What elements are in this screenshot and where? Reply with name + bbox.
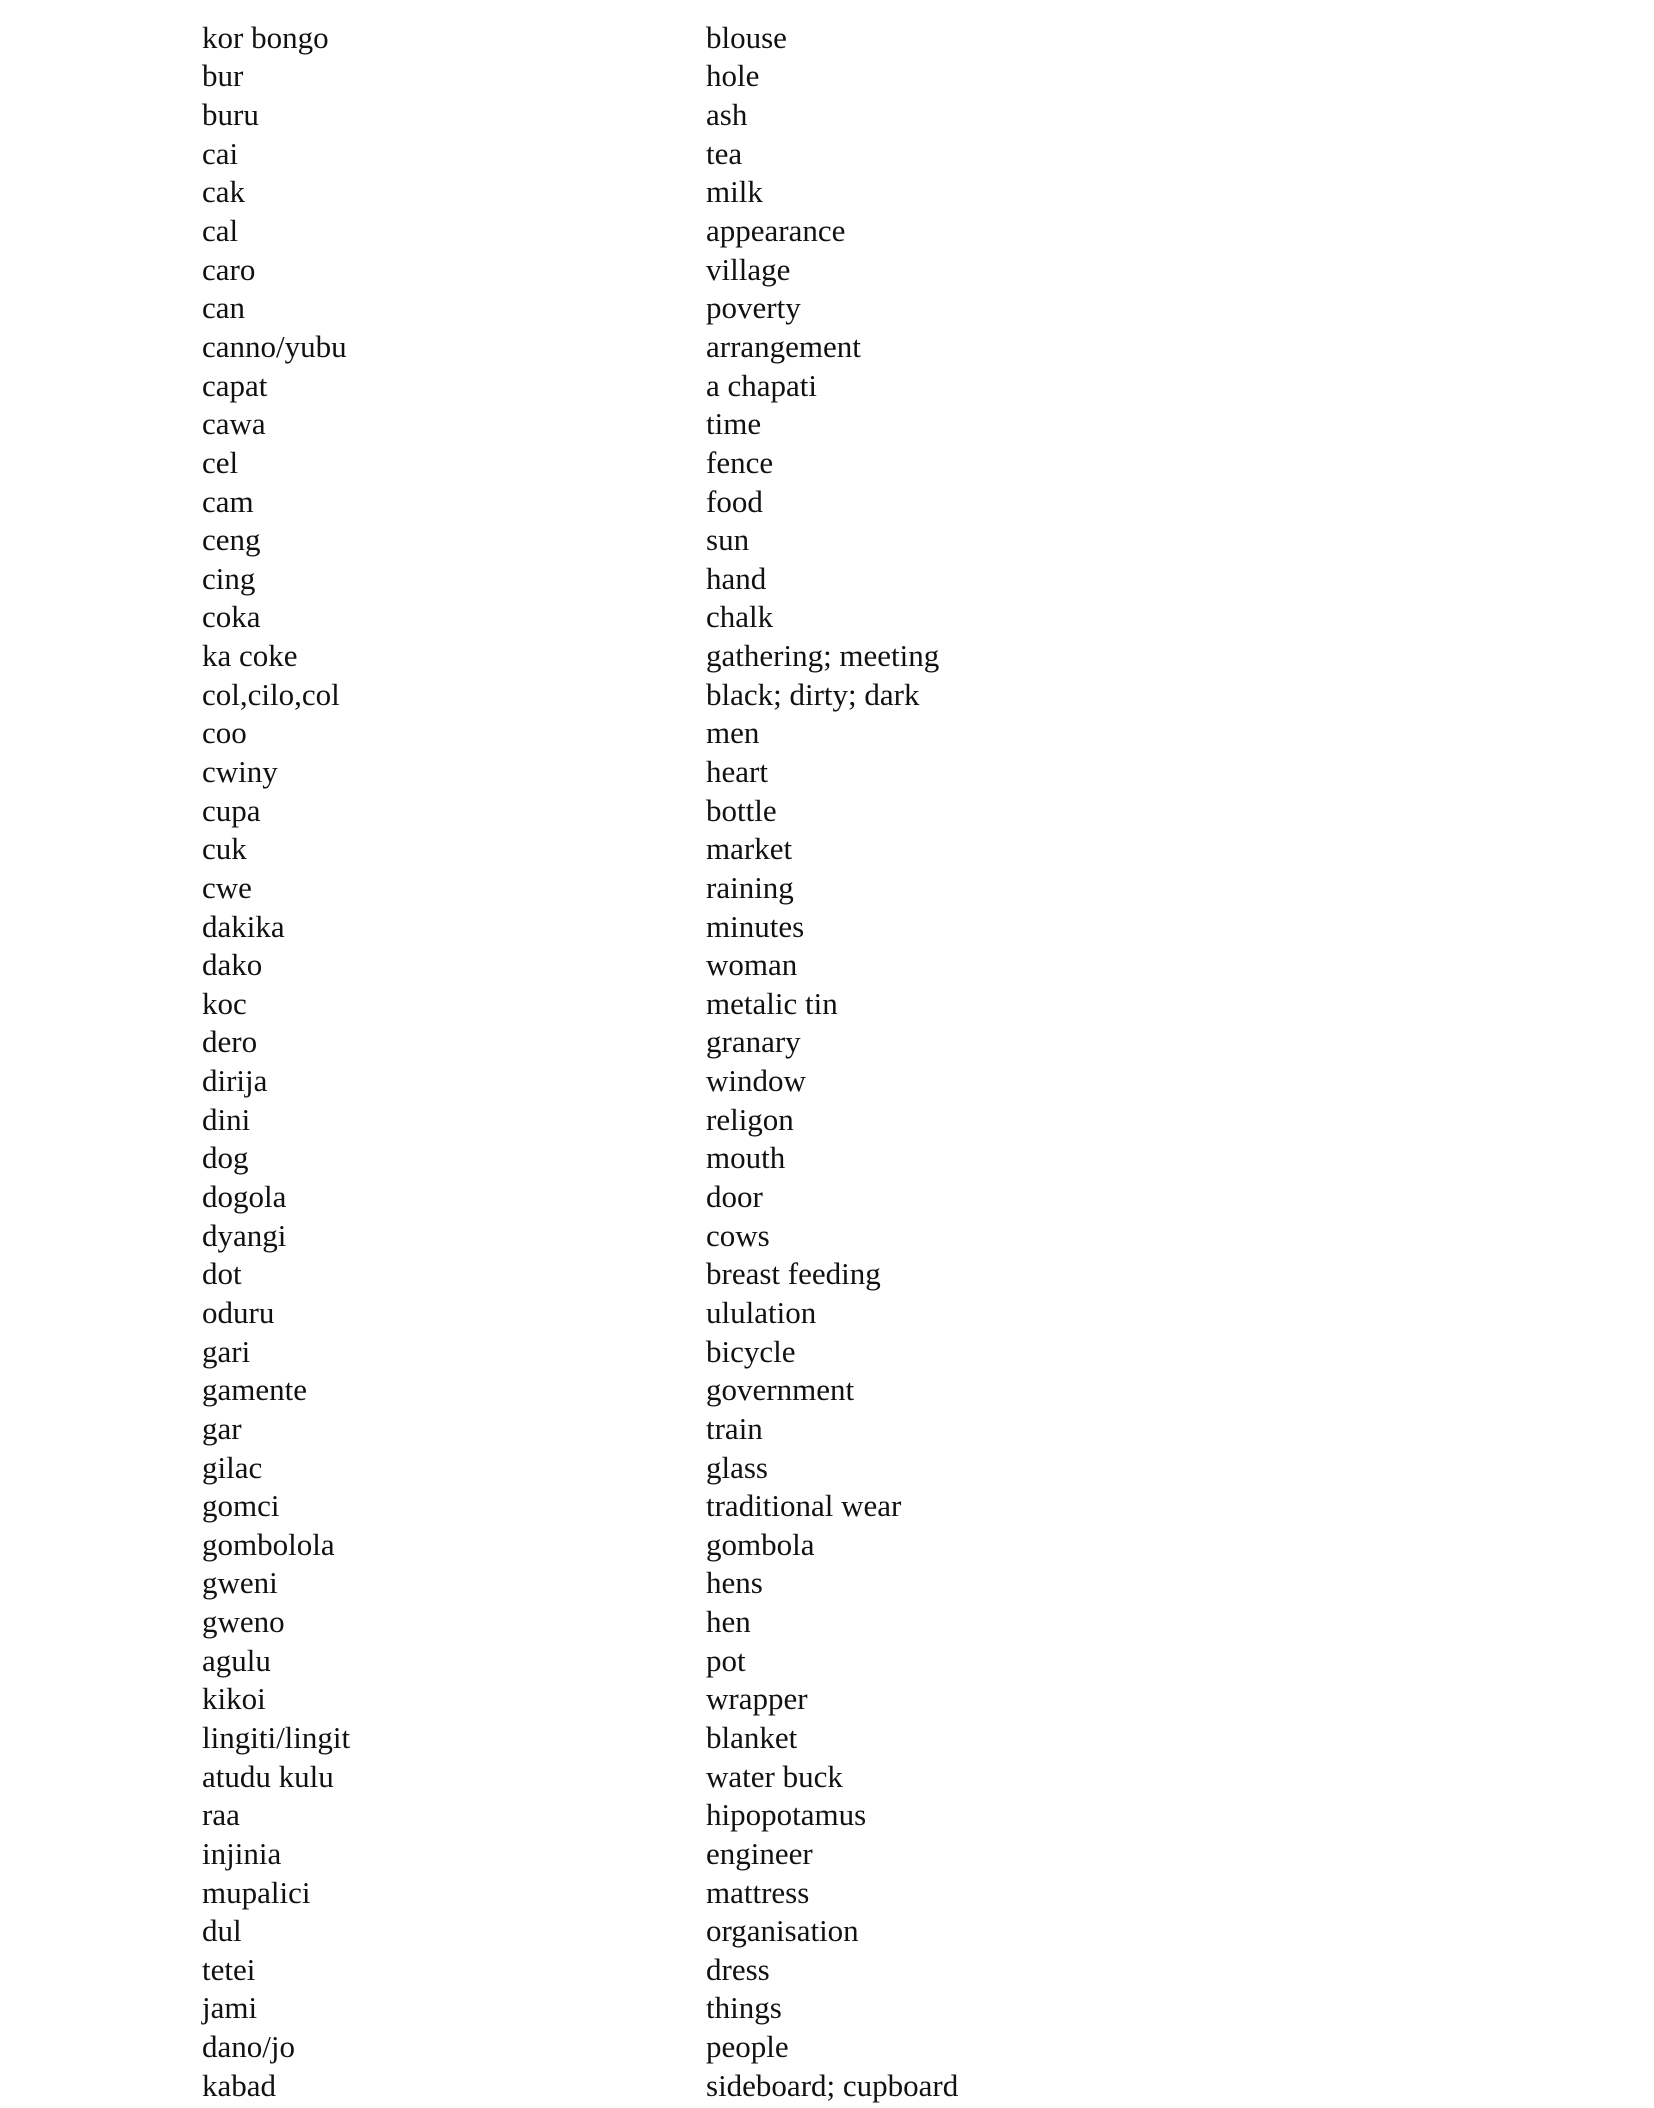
glossary-entry [202, 1370, 1302, 1409]
entry-gloss: glass [706, 1449, 768, 1485]
entry-gloss: woman [706, 947, 798, 983]
entry-term: dyangi [202, 1217, 287, 1253]
glossary-entry [202, 327, 1302, 366]
glossary-entry [202, 1873, 1302, 1912]
entry-term: raa [202, 1797, 240, 1833]
glossary-entry [202, 1989, 1302, 2028]
glossary-entry [202, 984, 1302, 1023]
glossary-entry [202, 1177, 1302, 1216]
entry-gloss: pot [706, 1642, 746, 1678]
entry-term: gweno [202, 1604, 285, 1640]
entry-term: coka [202, 599, 261, 635]
entry-gloss: milk [706, 174, 763, 210]
entry-term: dog [202, 1140, 249, 1176]
entry-term: ceng [202, 522, 261, 558]
entry-term: kor bongo [202, 19, 329, 55]
entry-gloss: gombola [706, 1526, 815, 1562]
entry-term: dul [202, 1913, 242, 1949]
glossary-entry [202, 288, 1302, 327]
glossary-entry [202, 1718, 1302, 1757]
entry-term: dot [202, 1256, 242, 1292]
entry-gloss: blouse [706, 19, 787, 55]
glossary-entry [202, 791, 1302, 830]
entry-term: dano/jo [202, 2029, 295, 2065]
glossary-entry [202, 1448, 1302, 1487]
glossary-entry [202, 57, 1302, 96]
entry-term: cwe [202, 869, 252, 905]
entry-term: lingiti/lingit [202, 1720, 351, 1755]
entry-gloss: wrapper [706, 1681, 808, 1717]
entry-term: can [202, 290, 246, 326]
glossary-entry [202, 1795, 1302, 1834]
entry-gloss: tea [706, 135, 743, 171]
entry-term: jami [202, 1990, 258, 2026]
glossary-entry [202, 1023, 1302, 1062]
entry-gloss: mattress [706, 1874, 810, 1910]
glossary-entry [202, 1139, 1302, 1178]
glossary-entry [202, 173, 1302, 212]
entry-gloss: government [706, 1372, 855, 1408]
entry-gloss: engineer [706, 1835, 813, 1871]
entry-gloss: poverty [706, 290, 801, 326]
entry-gloss: ululation [706, 1294, 817, 1330]
entry-term: gombolola [202, 1526, 335, 1562]
entry-term: cwiny [202, 753, 278, 789]
entry-gloss: chalk [706, 599, 774, 635]
entry-gloss: village [706, 251, 791, 287]
glossary-entry [202, 1332, 1302, 1371]
glossary-entry [202, 250, 1302, 289]
glossary-entry [202, 95, 1302, 134]
glossary-entry [202, 1680, 1302, 1719]
glossary-entry [202, 675, 1302, 714]
entry-gloss: heart [706, 753, 768, 789]
entry-gloss: dress [706, 1951, 770, 1987]
entry-term: cal [202, 213, 239, 249]
glossary-entry [202, 2066, 1302, 2105]
entry-term: cai [202, 135, 239, 171]
entry-gloss: sideboard; cupboard [706, 2067, 959, 2103]
entry-term: tetei [202, 1951, 256, 1987]
entry-gloss: minutes [706, 908, 805, 944]
entry-gloss: black; dirty; dark [706, 676, 920, 712]
glossary-entry [202, 1216, 1302, 1255]
entry-gloss: hand [706, 560, 767, 596]
entry-term: dakika [202, 908, 285, 944]
entry-gloss: men [706, 715, 760, 751]
entry-term: col,cilo,col [202, 676, 340, 712]
entry-term: dero [202, 1024, 258, 1060]
entry-term: agulu [202, 1642, 271, 1678]
glossary-entry [202, 1911, 1302, 1950]
entry-gloss: blanket [706, 1720, 798, 1755]
glossary-entry [202, 636, 1302, 675]
entry-term: cawa [202, 406, 266, 442]
entry-gloss: cows [706, 1217, 770, 1253]
glossary-entry [202, 1255, 1302, 1294]
entry-gloss: granary [706, 1024, 801, 1060]
glossary-entry [202, 520, 1302, 559]
entry-term: canno/yubu [202, 328, 347, 364]
entry-gloss: mouth [706, 1140, 786, 1176]
entry-term: capat [202, 367, 268, 403]
entry-term: buru [202, 97, 259, 133]
entry-gloss: breast feeding [706, 1256, 881, 1292]
entry-gloss: bicycle [706, 1333, 796, 1369]
entry-term: coo [202, 715, 247, 751]
glossary-entry [202, 1525, 1302, 1564]
entry-term: dogola [202, 1179, 287, 1215]
entry-term: kabad [202, 2067, 277, 2103]
entry-gloss: time [706, 406, 762, 442]
entry-gloss: ash [706, 97, 748, 133]
glossary-entry [202, 2027, 1302, 2066]
entry-gloss: traditional wear [706, 1488, 902, 1524]
entry-gloss: metalic tin [706, 985, 838, 1021]
entry-term: gar [202, 1410, 242, 1446]
glossary-entry [202, 868, 1302, 907]
entry-gloss: train [706, 1410, 763, 1446]
entry-term: gomci [202, 1488, 280, 1524]
entry-gloss: arrangement [706, 328, 861, 364]
entry-gloss: hen [706, 1604, 751, 1640]
glossary-entry [202, 1100, 1302, 1139]
entry-gloss: organisation [706, 1913, 859, 1949]
glossary-entry [202, 598, 1302, 637]
entry-term: atudu kulu [202, 1758, 334, 1794]
entry-term: ka coke [202, 638, 298, 674]
entry-gloss: sun [706, 522, 750, 558]
glossary-entry [202, 1757, 1302, 1796]
entry-term: oduru [202, 1294, 275, 1330]
entry-gloss: appearance [706, 213, 846, 249]
glossary-entry [202, 18, 1302, 57]
entry-gloss: door [706, 1179, 763, 1215]
entry-term: koc [202, 985, 247, 1021]
entry-gloss: hens [706, 1565, 763, 1601]
entry-gloss: things [706, 1990, 782, 2026]
entry-term: bur [202, 58, 244, 94]
entry-term: gamente [202, 1372, 308, 1408]
entry-gloss: window [706, 1063, 806, 1099]
entry-term: mupalici [202, 1874, 311, 1910]
entry-term: cing [202, 560, 256, 596]
entry-gloss: religon [706, 1101, 794, 1137]
entry-term: injinia [202, 1835, 282, 1871]
glossary-entry [202, 714, 1302, 753]
glossary-entry [202, 1061, 1302, 1100]
glossary-list [202, 18, 1302, 2105]
entry-term: gilac [202, 1449, 263, 1485]
entry-term: kikoi [202, 1681, 266, 1717]
glossary-entry [202, 1564, 1302, 1603]
glossary-entry [202, 482, 1302, 521]
entry-gloss: people [706, 2029, 789, 2065]
entry-term: gari [202, 1333, 251, 1369]
entry-term: cak [202, 174, 246, 210]
glossary-entry [202, 945, 1302, 984]
glossary-entry [202, 404, 1302, 443]
entry-term: dini [202, 1101, 251, 1137]
entry-gloss: hipopotamus [706, 1797, 867, 1833]
entry-term: caro [202, 251, 256, 287]
entry-gloss: market [706, 831, 793, 867]
entry-term: cam [202, 483, 254, 519]
glossary-entry [202, 1409, 1302, 1448]
glossary-entry [202, 134, 1302, 173]
entry-term: cuk [202, 831, 247, 867]
entry-gloss: raining [706, 869, 794, 905]
glossary-entry [202, 752, 1302, 791]
glossary-entry [202, 366, 1302, 405]
glossary-entry [202, 829, 1302, 868]
entry-term: dako [202, 947, 263, 983]
entry-gloss: a chapati [706, 367, 818, 403]
glossary-entry [202, 1834, 1302, 1873]
glossary-entry [202, 1602, 1302, 1641]
entry-gloss: water buck [706, 1758, 843, 1794]
entry-term: dirija [202, 1063, 268, 1099]
glossary-entry [202, 1641, 1302, 1680]
glossary-entry [202, 1293, 1302, 1332]
entry-term: cupa [202, 792, 261, 828]
glossary-entry [202, 907, 1302, 946]
glossary-entry [202, 1486, 1302, 1525]
entry-term: gweni [202, 1565, 278, 1601]
entry-gloss: bottle [706, 792, 777, 828]
entry-term: cel [202, 444, 239, 480]
glossary-entry [202, 559, 1302, 598]
entry-gloss: hole [706, 58, 760, 94]
glossary-entry [202, 1950, 1302, 1989]
glossary-entry [202, 443, 1302, 482]
entry-gloss: gathering; meeting [706, 638, 940, 674]
entry-gloss: food [706, 483, 763, 519]
entry-gloss: fence [706, 444, 774, 480]
glossary-entry [202, 211, 1302, 250]
